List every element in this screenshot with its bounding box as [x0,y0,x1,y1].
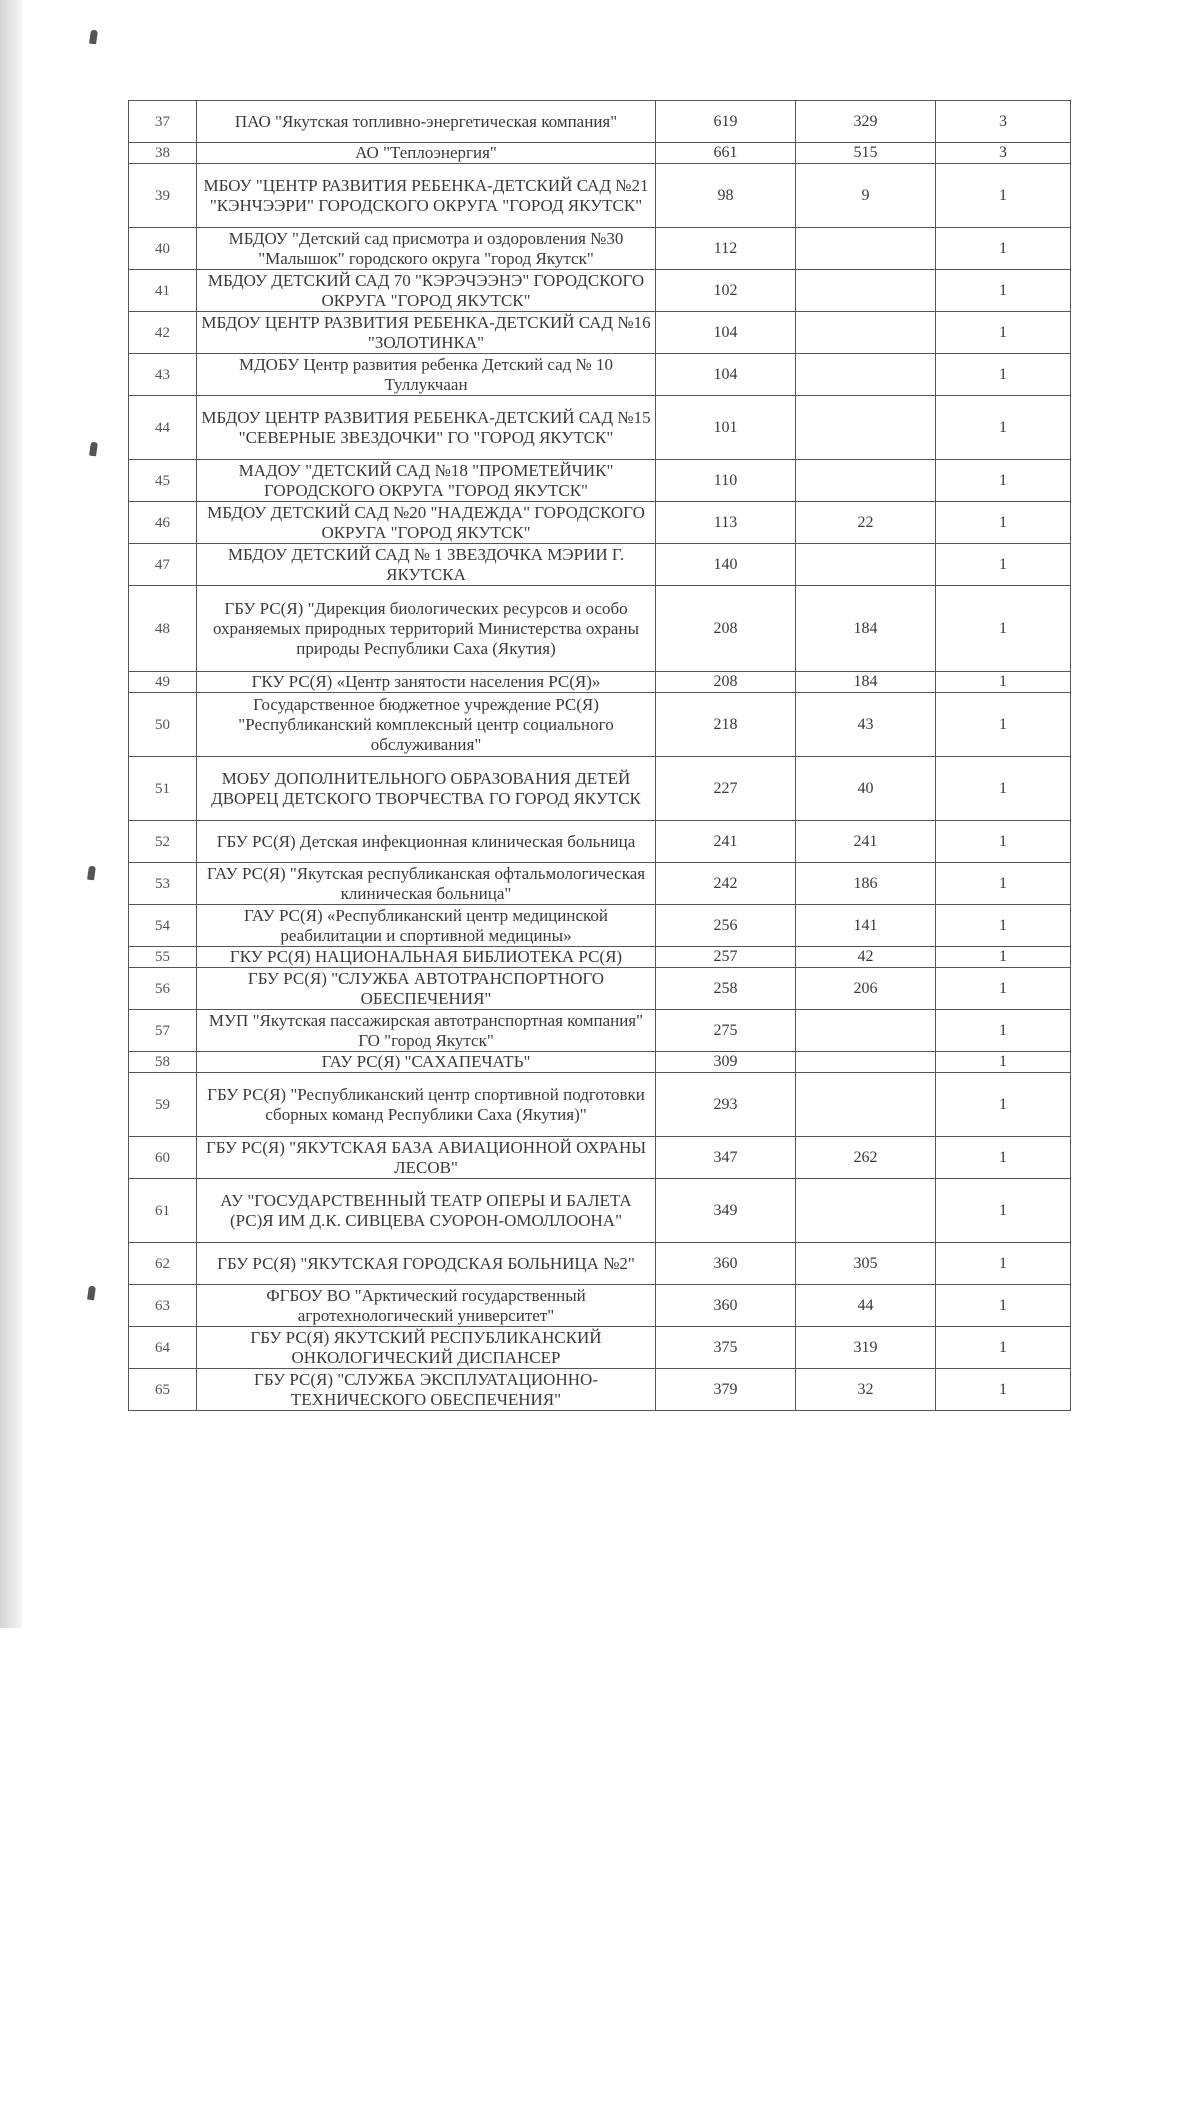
value-cell-1: 101 [656,396,796,460]
row-number-cell: 62 [129,1243,197,1285]
value-cell-2: 184 [796,586,936,672]
value-cell-1: 347 [656,1137,796,1179]
value-cell-3: 1 [936,1179,1071,1243]
value-cell-3: 1 [936,270,1071,312]
row-number-cell: 39 [129,164,197,228]
value-cell-1: 379 [656,1369,796,1411]
value-cell-3: 1 [936,460,1071,502]
table-row [129,544,1071,586]
organization-name-cell: АО "Теплоэнергия" [197,143,656,164]
value-cell-3: 3 [936,143,1071,164]
row-number-cell: 52 [129,821,197,863]
value-cell-3: 1 [936,312,1071,354]
table-row [129,354,1071,396]
organization-name-cell: ГБУ РС(Я) "ЯКУТСКАЯ ГОРОДСКАЯ БОЛЬНИЦА №2" [197,1243,656,1285]
value-cell-1: 102 [656,270,796,312]
value-cell-2 [796,1052,936,1073]
table-row [129,586,1071,672]
table-row [129,905,1071,947]
value-cell-3: 1 [936,757,1071,821]
organization-name-cell: МОБУ ДОПОЛНИТЕЛЬНОГО ОБРАЗОВАНИЯ ДЕТЕЙ ДВОРЕЦ ДЕТСКОГО ТВОРЧЕСТВА ГО ГОРОД ЯКУТСК [197,757,656,821]
organization-name-cell: ГАУ РС(Я) "Якутская республиканская офтальмологическая клиническая больница" [197,863,656,905]
organization-name-cell: ГБУ РС(Я) "СЛУЖБА ЭКСПЛУАТАЦИОННО-ТЕХНИЧЕСКОГО ОБЕСПЕЧЕНИЯ" [197,1369,656,1411]
organization-name-cell: МАДОУ "ДЕТСКИЙ САД №18 "ПРОМЕТЕЙЧИК" ГОРОДСКОГО ОКРУГА "ГОРОД ЯКУТСК" [197,460,656,502]
table-row [129,460,1071,502]
value-cell-3: 1 [936,1052,1071,1073]
table-row [129,863,1071,905]
row-number-cell: 47 [129,544,197,586]
punch-mark [87,1286,96,1301]
value-cell-2 [796,312,936,354]
organization-name-cell: ПАО "Якутская топливно-энергетическая компания" [197,101,656,143]
value-cell-1: 275 [656,1010,796,1052]
value-cell-1: 256 [656,905,796,947]
row-number-cell: 49 [129,672,197,693]
organization-name-cell: ГБУ РС(Я) Детская инфекционная клиническая больница [197,821,656,863]
value-cell-1: 208 [656,586,796,672]
punch-mark [87,866,96,881]
value-cell-3: 1 [936,1285,1071,1327]
row-number-cell: 48 [129,586,197,672]
value-cell-1: 113 [656,502,796,544]
row-number-cell: 64 [129,1327,197,1369]
value-cell-3: 1 [936,821,1071,863]
value-cell-3: 1 [936,672,1071,693]
row-number-cell: 60 [129,1137,197,1179]
organization-name-cell: ФГБОУ ВО "Арктический государственный агротехнологический университет" [197,1285,656,1327]
value-cell-3: 1 [936,228,1071,270]
value-cell-2: 40 [796,757,936,821]
value-cell-3: 1 [936,947,1071,968]
row-number-cell: 59 [129,1073,197,1137]
table-row [129,396,1071,460]
punch-mark [89,442,98,457]
row-number-cell: 46 [129,502,197,544]
value-cell-3: 1 [936,863,1071,905]
value-cell-1: 258 [656,968,796,1010]
table-row [129,143,1071,164]
value-cell-3: 1 [936,354,1071,396]
table-row [129,1010,1071,1052]
table-row [129,502,1071,544]
table-row [129,968,1071,1010]
value-cell-1: 257 [656,947,796,968]
row-number-cell: 54 [129,905,197,947]
row-number-cell: 37 [129,101,197,143]
value-cell-1: 242 [656,863,796,905]
row-number-cell: 53 [129,863,197,905]
value-cell-2 [796,396,936,460]
table-row [129,1285,1071,1327]
row-number-cell: 63 [129,1285,197,1327]
value-cell-2 [796,460,936,502]
organization-name-cell: ГБУ РС(Я) "СЛУЖБА АВТОТРАНСПОРТНОГО ОБЕСПЕЧЕНИЯ" [197,968,656,1010]
value-cell-1: 227 [656,757,796,821]
row-number-cell: 51 [129,757,197,821]
value-cell-1: 661 [656,143,796,164]
table-row [129,1052,1071,1073]
value-cell-2 [796,1179,936,1243]
row-number-cell: 43 [129,354,197,396]
table-row [129,228,1071,270]
value-cell-3: 1 [936,968,1071,1010]
organization-name-cell: ГАУ РС(Я) "САХАПЕЧАТЬ" [197,1052,656,1073]
value-cell-1: 360 [656,1243,796,1285]
value-cell-2: 305 [796,1243,936,1285]
value-cell-3: 1 [936,1369,1071,1411]
row-number-cell: 50 [129,693,197,757]
value-cell-1: 112 [656,228,796,270]
value-cell-2: 329 [796,101,936,143]
value-cell-3: 1 [936,1010,1071,1052]
organization-name-cell: МБДОУ ДЕТСКИЙ САД № 1 ЗВЕЗДОЧКА МЭРИИ Г. ЯКУТСКА [197,544,656,586]
table-row [129,1327,1071,1369]
table-row [129,270,1071,312]
value-cell-2 [796,228,936,270]
value-cell-1: 98 [656,164,796,228]
table-row [129,1369,1071,1411]
table-row [129,821,1071,863]
value-cell-3: 1 [936,1243,1071,1285]
row-number-cell: 56 [129,968,197,1010]
value-cell-1: 140 [656,544,796,586]
value-cell-3: 1 [936,586,1071,672]
value-cell-1: 619 [656,101,796,143]
value-cell-2 [796,1073,936,1137]
value-cell-1: 360 [656,1285,796,1327]
value-cell-2: 141 [796,905,936,947]
organization-name-cell: ГКУ РС(Я) «Центр занятости населения РС(Я)» [197,672,656,693]
value-cell-3: 1 [936,905,1071,947]
table-row [129,101,1071,143]
row-number-cell: 40 [129,228,197,270]
value-cell-2 [796,544,936,586]
value-cell-2: 22 [796,502,936,544]
value-cell-2: 241 [796,821,936,863]
value-cell-1: 349 [656,1179,796,1243]
organization-name-cell: МУП "Якутская пассажирская автотранспортная компания" ГО "город Якутск" [197,1010,656,1052]
row-number-cell: 61 [129,1179,197,1243]
organization-name-cell: Государственное бюджетное учреждение РС(Я) "Республиканский комплексный центр социального обслуживания" [197,693,656,757]
organization-name-cell: МБДОУ ДЕТСКИЙ САД 70 "КЭРЭЧЭЭНЭ" ГОРОДСКОГО ОКРУГА "ГОРОД ЯКУТСК" [197,270,656,312]
value-cell-1: 104 [656,312,796,354]
value-cell-3: 1 [936,502,1071,544]
organization-name-cell: ГБУ РС(Я) ЯКУТСКИЙ РЕСПУБЛИКАНСКИЙ ОНКОЛОГИЧЕСКИЙ ДИСПАНСЕР [197,1327,656,1369]
value-cell-2: 186 [796,863,936,905]
organization-name-cell: АУ "ГОСУДАРСТВЕННЫЙ ТЕАТР ОПЕРЫ И БАЛЕТА (РС)Я ИМ Д.К. СИВЦЕВА СУОРОН-ОМОЛЛООНА" [197,1179,656,1243]
organization-name-cell: ГБУ РС(Я) "Дирекция биологических ресурсов и особо охраняемых природных территорий Министерства охраны природы Республики Саха (Якутия) [197,586,656,672]
value-cell-1: 110 [656,460,796,502]
value-cell-2: 262 [796,1137,936,1179]
organization-name-cell: ГКУ РС(Я) НАЦИОНАЛЬНАЯ БИБЛИОТЕКА РС(Я) [197,947,656,968]
table-row [129,1179,1071,1243]
table-row [129,757,1071,821]
row-number-cell: 44 [129,396,197,460]
organization-name-cell: МБОУ "ЦЕНТР РАЗВИТИЯ РЕБЕНКА-ДЕТСКИЙ САД №21 "КЭНЧЭЭРИ" ГОРОДСКОГО ОКРУГА "ГОРОД ЯКУТСК" [197,164,656,228]
organization-name-cell: ГБУ РС(Я) "ЯКУТСКАЯ БАЗА АВИАЦИОННОЙ ОХРАНЫ ЛЕСОВ" [197,1137,656,1179]
table-row [129,1243,1071,1285]
value-cell-2: 32 [796,1369,936,1411]
value-cell-2: 515 [796,143,936,164]
value-cell-3: 1 [936,1073,1071,1137]
organization-name-cell: ГБУ РС(Я) "Республиканский центр спортивной подготовки сборных команд Республики Саха (Якутия)" [197,1073,656,1137]
organization-name-cell: МБДОУ ЦЕНТР РАЗВИТИЯ РЕБЕНКА-ДЕТСКИЙ САД №15 "СЕВЕРНЫЕ ЗВЕЗДОЧКИ" ГО "ГОРОД ЯКУТСК" [197,396,656,460]
value-cell-2: 184 [796,672,936,693]
row-number-cell: 57 [129,1010,197,1052]
value-cell-2: 44 [796,1285,936,1327]
value-cell-3: 1 [936,693,1071,757]
value-cell-2 [796,1010,936,1052]
scan-edge-strip [0,0,22,1628]
value-cell-3: 1 [936,396,1071,460]
value-cell-3: 1 [936,164,1071,228]
value-cell-3: 3 [936,101,1071,143]
row-number-cell: 65 [129,1369,197,1411]
value-cell-3: 1 [936,1327,1071,1369]
row-number-cell: 45 [129,460,197,502]
table-row [129,947,1071,968]
value-cell-2: 206 [796,968,936,1010]
table-body [129,101,1071,1411]
table-row [129,164,1071,228]
value-cell-1: 104 [656,354,796,396]
document-table [128,100,1070,1411]
value-cell-1: 218 [656,693,796,757]
row-number-cell: 55 [129,947,197,968]
value-cell-2 [796,270,936,312]
organization-name-cell: ГАУ РС(Я) «Республиканский центр медицинской реабилитации и спортивной медицины» [197,905,656,947]
value-cell-2: 9 [796,164,936,228]
table-row [129,672,1071,693]
table-row [129,1073,1071,1137]
row-number-cell: 42 [129,312,197,354]
table-row [129,1137,1071,1179]
value-cell-3: 1 [936,1137,1071,1179]
organization-name-cell: МБДОУ ДЕТСКИЙ САД №20 "НАДЕЖДА" ГОРОДСКОГО ОКРУГА "ГОРОД ЯКУТСК" [197,502,656,544]
value-cell-2: 42 [796,947,936,968]
row-number-cell: 41 [129,270,197,312]
row-number-cell: 58 [129,1052,197,1073]
value-cell-3: 1 [936,544,1071,586]
value-cell-1: 241 [656,821,796,863]
value-cell-2 [796,354,936,396]
value-cell-1: 309 [656,1052,796,1073]
organization-name-cell: МБДОУ ЦЕНТР РАЗВИТИЯ РЕБЕНКА-ДЕТСКИЙ САД №16 "ЗОЛОТИНКА" [197,312,656,354]
organization-name-cell: МДОБУ Центр развития ребенка Детский сад № 10 Туллукчаан [197,354,656,396]
punch-mark [89,30,98,45]
value-cell-1: 293 [656,1073,796,1137]
value-cell-2: 43 [796,693,936,757]
value-cell-2: 319 [796,1327,936,1369]
value-cell-1: 208 [656,672,796,693]
organization-name-cell: МБДОУ "Детский сад присмотра и оздоровления №30 "Малышок" городского округа "город Якутск" [197,228,656,270]
row-number-cell: 38 [129,143,197,164]
table-row [129,693,1071,757]
value-cell-1: 375 [656,1327,796,1369]
table-row [129,312,1071,354]
